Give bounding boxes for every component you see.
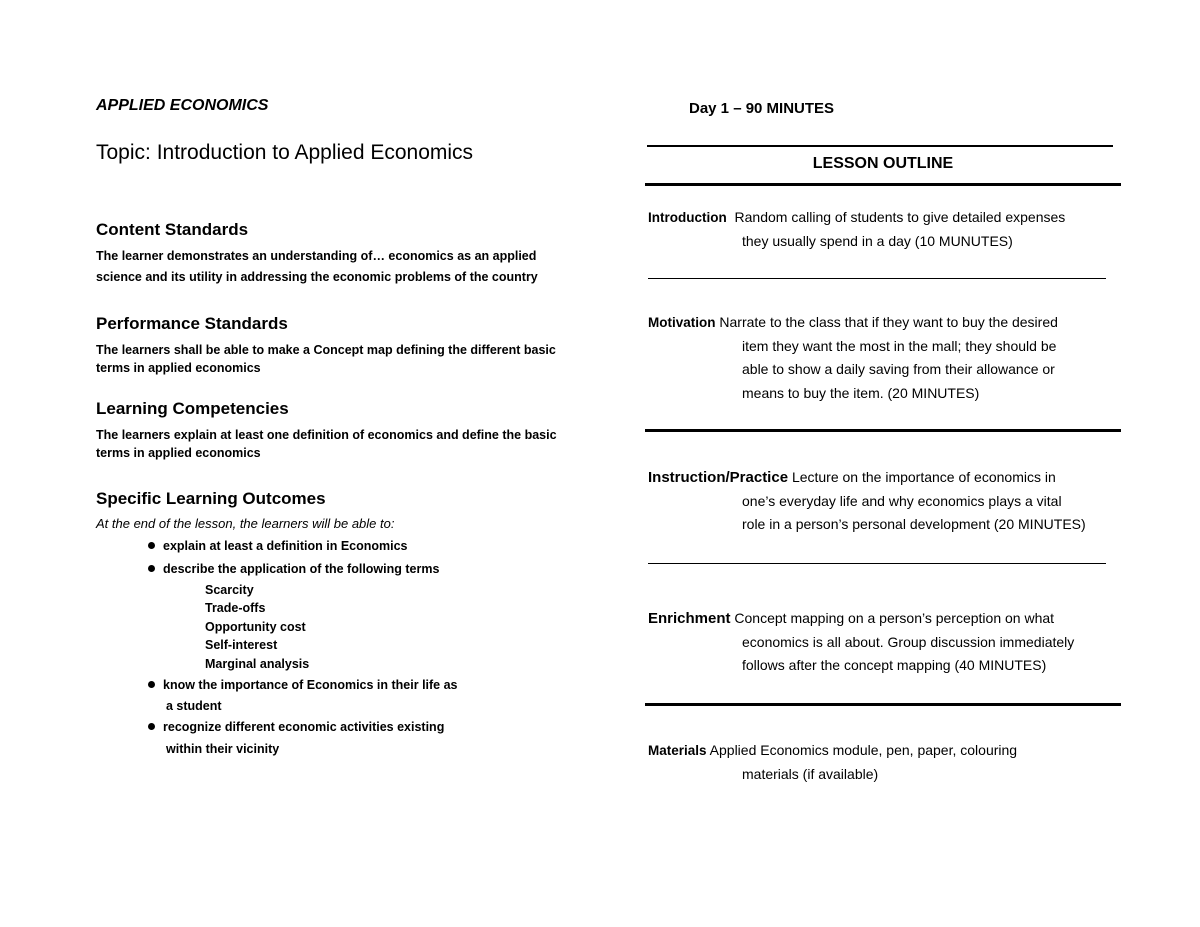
- divider-4: [645, 703, 1121, 706]
- section-instruction-practice: [648, 466, 1086, 537]
- bullet-dot-icon: [148, 723, 155, 730]
- bullet-dot-icon: [148, 565, 155, 572]
- learning-competencies-line-2: terms in applied economics: [96, 446, 261, 460]
- term-scarcity: Scarcity: [205, 583, 254, 597]
- section-line: able to show a daily saving from their allowance or: [742, 361, 1055, 377]
- performance-standards-heading: Performance Standards: [96, 314, 288, 333]
- section-label: Enrichment: [648, 610, 731, 627]
- outcome-bullet-text: describe the application of the following terms: [163, 562, 440, 576]
- section-label: Materials: [648, 743, 707, 758]
- section-line: Applied Economics module, pen, paper, colouring: [709, 742, 1018, 758]
- section-enrichment: [648, 607, 1074, 678]
- learning-competencies-line-1: The learners explain at least one definition of economics and define the basic: [96, 428, 557, 442]
- section-materials: [648, 739, 1017, 786]
- section-line: follows after the concept mapping (40 MINUTES): [742, 657, 1047, 673]
- learning-competencies-heading: Learning Competencies: [96, 399, 289, 418]
- day-duration: Day 1 – 90 MINUTES: [689, 100, 835, 117]
- section-motivation: [648, 311, 1058, 405]
- divider-2: [645, 429, 1121, 432]
- outcome-bullet-1: [148, 536, 408, 557]
- section-line: they usually spend in a day (10 MUNUTES): [742, 232, 1013, 249]
- section-line: one’s everyday life and why economics plays a vital: [742, 492, 1062, 509]
- section-line: Lecture on the importance of economics in: [791, 469, 1056, 485]
- content-standards-line-1: The learner demonstrates an understanding of… economics as an applied: [96, 249, 537, 263]
- divider-outline-bottom: [645, 183, 1121, 186]
- outcome-bullet-4-continuation: within their vicinity: [166, 742, 280, 756]
- lesson-outline-title: LESSON OUTLINE: [812, 155, 954, 172]
- section-line: Concept mapping on a person’s perception on what: [734, 610, 1055, 626]
- outcome-bullet-text: know the importance of Economics in their life as: [163, 678, 458, 692]
- section-line: Narrate to the class that if they want to buy the desired: [719, 314, 1058, 330]
- outcome-bullet-text: recognize different economic activities existing: [163, 720, 445, 734]
- section-line: role in a person’s personal development (20 MINUTES): [742, 516, 1086, 532]
- content-standards-line-2: science and its utility in addressing the economic problems of the country: [96, 270, 538, 284]
- term-trade-offs: Trade-offs: [205, 601, 266, 615]
- section-line: materials (if available): [742, 765, 879, 782]
- subject-title: APPLIED ECONOMICS: [96, 97, 269, 114]
- bullet-dot-icon: [148, 681, 155, 688]
- divider-3: [648, 563, 1106, 564]
- performance-standards-line-2: terms in applied economics: [96, 361, 261, 375]
- section-label: Motivation: [648, 315, 716, 330]
- section-line: means to buy the item. (20 MINUTES): [742, 384, 980, 401]
- section-label: Instruction/Practice: [648, 469, 789, 486]
- outcome-bullet-text: explain at least a definition in Economics: [163, 539, 408, 553]
- divider-top: [647, 145, 1113, 147]
- bullet-dot-icon: [148, 542, 155, 549]
- outcome-bullet-3: [148, 675, 458, 696]
- term-self-interest: Self-interest: [205, 638, 278, 652]
- section-label: Introduction: [648, 210, 727, 225]
- specific-outcomes-heading: Specific Learning Outcomes: [96, 489, 326, 508]
- divider-1: [648, 278, 1106, 279]
- section-line: item they want the most in the mall; they should be: [742, 337, 1057, 354]
- term-marginal-analysis: Marginal analysis: [205, 657, 310, 671]
- content-standards-heading: Content Standards: [96, 220, 249, 239]
- outcome-bullet-2: [148, 559, 439, 580]
- outcome-bullet-4: [148, 717, 444, 738]
- topic-title: Topic: Introduction to Applied Economics: [96, 141, 474, 164]
- section-line: Random calling of students to give detailed expenses: [734, 209, 1066, 225]
- performance-standards-line-1: The learners shall be able to make a Concept map defining the different basic: [96, 343, 556, 357]
- section-line: economics is all about. Group discussion immediately: [742, 633, 1075, 650]
- outcome-bullet-3-continuation: a student: [166, 699, 222, 713]
- section-introduction: [648, 206, 1065, 253]
- specific-outcomes-intro: At the end of the lesson, the learners will be able to:: [96, 516, 395, 531]
- term-opportunity-cost: Opportunity cost: [205, 620, 306, 634]
